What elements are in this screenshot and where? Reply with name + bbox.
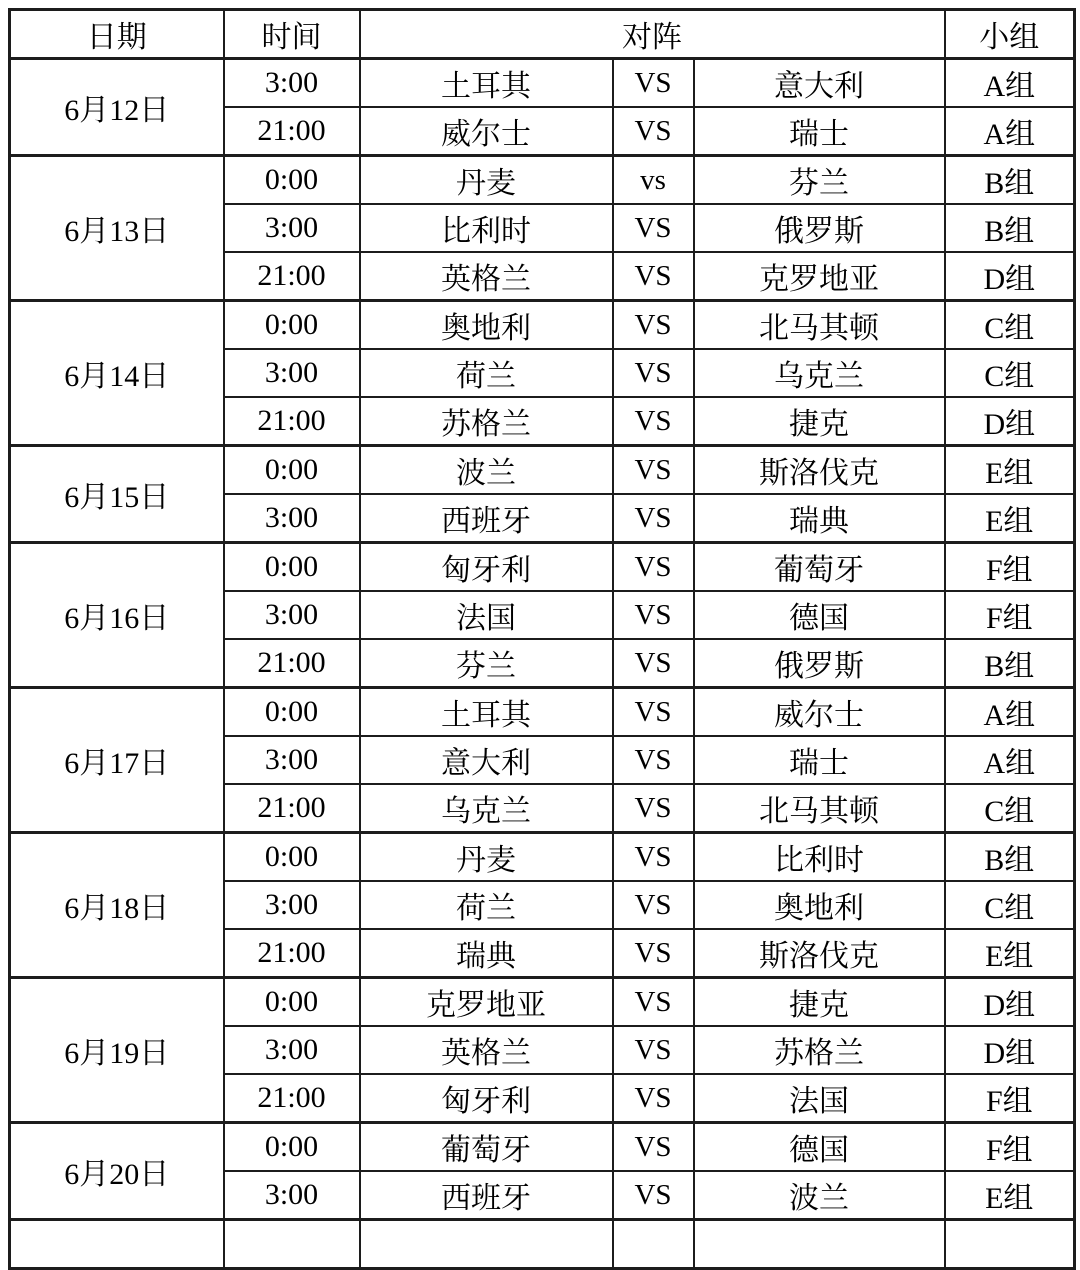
group-cell: B组: [945, 156, 1075, 205]
away-team-cell: 北马其顿: [694, 301, 945, 350]
home-team-cell: 荷兰: [360, 881, 613, 929]
vs-cell: VS: [613, 204, 694, 252]
time-cell: 3:00: [224, 591, 360, 639]
time-cell: 3:00: [224, 1026, 360, 1074]
time-cell: 3:00: [224, 349, 360, 397]
home-team-cell: 苏格兰: [360, 397, 613, 446]
header-date: 日期: [10, 10, 224, 59]
match-row: [10, 543, 1075, 592]
home-team-cell: 英格兰: [360, 252, 613, 301]
time-cell: 3:00: [224, 204, 360, 252]
vs-cell: VS: [613, 494, 694, 543]
vs-cell: VS: [613, 1074, 694, 1123]
vs-cell: VS: [613, 688, 694, 737]
vs-cell: VS: [613, 1026, 694, 1074]
home-team-cell: 比利时: [360, 204, 613, 252]
time-cell: 3:00: [224, 59, 360, 108]
group-cell: D组: [945, 1026, 1075, 1074]
away-team-cell: 斯洛伐克: [694, 929, 945, 978]
away-team-cell: 捷克: [694, 397, 945, 446]
home-team-cell: 丹麦: [360, 833, 613, 882]
empty-cell: [10, 1220, 224, 1269]
group-cell: A组: [945, 107, 1075, 156]
away-team-cell: 威尔士: [694, 688, 945, 737]
vs-cell: VS: [613, 736, 694, 784]
home-team-cell: 奥地利: [360, 301, 613, 350]
away-team-cell: 德国: [694, 1123, 945, 1172]
away-team-cell: 芬兰: [694, 156, 945, 205]
away-team-cell: 奥地利: [694, 881, 945, 929]
vs-cell: VS: [613, 252, 694, 301]
home-team-cell: 瑞典: [360, 929, 613, 978]
away-team-cell: 克罗地亚: [694, 252, 945, 301]
vs-cell: VS: [613, 543, 694, 592]
time-cell: 21:00: [224, 252, 360, 301]
time-cell: 21:00: [224, 1074, 360, 1123]
empty-cell: [694, 1220, 945, 1269]
match-row: [10, 446, 1075, 495]
vs-cell: VS: [613, 301, 694, 350]
group-cell: E组: [945, 494, 1075, 543]
empty-cell: [224, 1220, 360, 1269]
away-team-cell: 德国: [694, 591, 945, 639]
home-team-cell: 意大利: [360, 736, 613, 784]
home-team-cell: 法国: [360, 591, 613, 639]
vs-cell: VS: [613, 107, 694, 156]
group-cell: A组: [945, 736, 1075, 784]
date-cell: 6月20日: [10, 1123, 224, 1220]
time-cell: 21:00: [224, 784, 360, 833]
date-cell: 6月17日: [10, 688, 224, 833]
time-cell: 3:00: [224, 1171, 360, 1220]
group-cell: E组: [945, 929, 1075, 978]
vs-cell: VS: [613, 591, 694, 639]
group-cell: A组: [945, 59, 1075, 108]
date-cell: 6月15日: [10, 446, 224, 543]
home-team-cell: 威尔士: [360, 107, 613, 156]
home-team-cell: 匈牙利: [360, 1074, 613, 1123]
match-row: [10, 978, 1075, 1027]
away-team-cell: 苏格兰: [694, 1026, 945, 1074]
vs-cell: VS: [613, 1171, 694, 1220]
partial-cutoff-row: [10, 1220, 1075, 1269]
away-team-cell: 法国: [694, 1074, 945, 1123]
empty-cell: [360, 1220, 613, 1269]
match-row: [10, 1123, 1075, 1172]
date-cell: 6月18日: [10, 833, 224, 978]
group-cell: D组: [945, 978, 1075, 1027]
time-cell: 3:00: [224, 881, 360, 929]
time-cell: 0:00: [224, 833, 360, 882]
empty-cell: [613, 1220, 694, 1269]
vs-cell: VS: [613, 639, 694, 688]
group-cell: C组: [945, 349, 1075, 397]
match-row: [10, 301, 1075, 350]
vs-cell: VS: [613, 881, 694, 929]
home-team-cell: 丹麦: [360, 156, 613, 205]
time-cell: 3:00: [224, 736, 360, 784]
home-team-cell: 荷兰: [360, 349, 613, 397]
date-cell: 6月19日: [10, 978, 224, 1123]
away-team-cell: 比利时: [694, 833, 945, 882]
vs-cell: VS: [613, 929, 694, 978]
home-team-cell: 匈牙利: [360, 543, 613, 592]
date-cell: 6月13日: [10, 156, 224, 301]
group-cell: F组: [945, 1074, 1075, 1123]
match-row: [10, 833, 1075, 882]
group-cell: B组: [945, 833, 1075, 882]
home-team-cell: 克罗地亚: [360, 978, 613, 1027]
time-cell: 0:00: [224, 543, 360, 592]
away-team-cell: 葡萄牙: [694, 543, 945, 592]
group-cell: E组: [945, 1171, 1075, 1220]
vs-cell: VS: [613, 59, 694, 108]
home-team-cell: 土耳其: [360, 59, 613, 108]
time-cell: 0:00: [224, 688, 360, 737]
vs-cell: VS: [613, 446, 694, 495]
time-cell: 0:00: [224, 156, 360, 205]
group-cell: F组: [945, 591, 1075, 639]
time-cell: 0:00: [224, 1123, 360, 1172]
home-team-cell: 乌克兰: [360, 784, 613, 833]
header-match: 对阵: [360, 10, 945, 59]
date-cell: 6月12日: [10, 59, 224, 156]
vs-cell: vs: [613, 156, 694, 205]
match-schedule-table: [8, 8, 1076, 1270]
header-row: [10, 10, 1075, 59]
group-cell: C组: [945, 881, 1075, 929]
time-cell: 21:00: [224, 929, 360, 978]
away-team-cell: 俄罗斯: [694, 639, 945, 688]
away-team-cell: 瑞士: [694, 107, 945, 156]
home-team-cell: 西班牙: [360, 1171, 613, 1220]
empty-cell: [945, 1220, 1075, 1269]
match-row: [10, 156, 1075, 205]
home-team-cell: 葡萄牙: [360, 1123, 613, 1172]
group-cell: B组: [945, 204, 1075, 252]
group-cell: F组: [945, 543, 1075, 592]
group-cell: F组: [945, 1123, 1075, 1172]
away-team-cell: 瑞士: [694, 736, 945, 784]
time-cell: 0:00: [224, 446, 360, 495]
group-cell: C组: [945, 301, 1075, 350]
match-row: [10, 688, 1075, 737]
time-cell: 21:00: [224, 639, 360, 688]
away-team-cell: 瑞典: [694, 494, 945, 543]
time-cell: 0:00: [224, 978, 360, 1027]
match-row: [10, 59, 1075, 108]
date-cell: 6月14日: [10, 301, 224, 446]
group-cell: E组: [945, 446, 1075, 495]
home-team-cell: 土耳其: [360, 688, 613, 737]
home-team-cell: 波兰: [360, 446, 613, 495]
time-cell: 0:00: [224, 301, 360, 350]
away-team-cell: 俄罗斯: [694, 204, 945, 252]
time-cell: 21:00: [224, 397, 360, 446]
away-team-cell: 波兰: [694, 1171, 945, 1220]
group-cell: D组: [945, 397, 1075, 446]
time-cell: 3:00: [224, 494, 360, 543]
header-group: 小组: [945, 10, 1075, 59]
vs-cell: VS: [613, 978, 694, 1027]
vs-cell: VS: [613, 397, 694, 446]
away-team-cell: 斯洛伐克: [694, 446, 945, 495]
vs-cell: VS: [613, 1123, 694, 1172]
away-team-cell: 北马其顿: [694, 784, 945, 833]
date-cell: 6月16日: [10, 543, 224, 688]
vs-cell: VS: [613, 349, 694, 397]
group-cell: A组: [945, 688, 1075, 737]
vs-cell: VS: [613, 784, 694, 833]
home-team-cell: 西班牙: [360, 494, 613, 543]
home-team-cell: 芬兰: [360, 639, 613, 688]
away-team-cell: 捷克: [694, 978, 945, 1027]
home-team-cell: 英格兰: [360, 1026, 613, 1074]
group-cell: B组: [945, 639, 1075, 688]
away-team-cell: 乌克兰: [694, 349, 945, 397]
group-cell: C组: [945, 784, 1075, 833]
time-cell: 21:00: [224, 107, 360, 156]
away-team-cell: 意大利: [694, 59, 945, 108]
group-cell: D组: [945, 252, 1075, 301]
header-time: 时间: [224, 10, 360, 59]
vs-cell: VS: [613, 833, 694, 882]
